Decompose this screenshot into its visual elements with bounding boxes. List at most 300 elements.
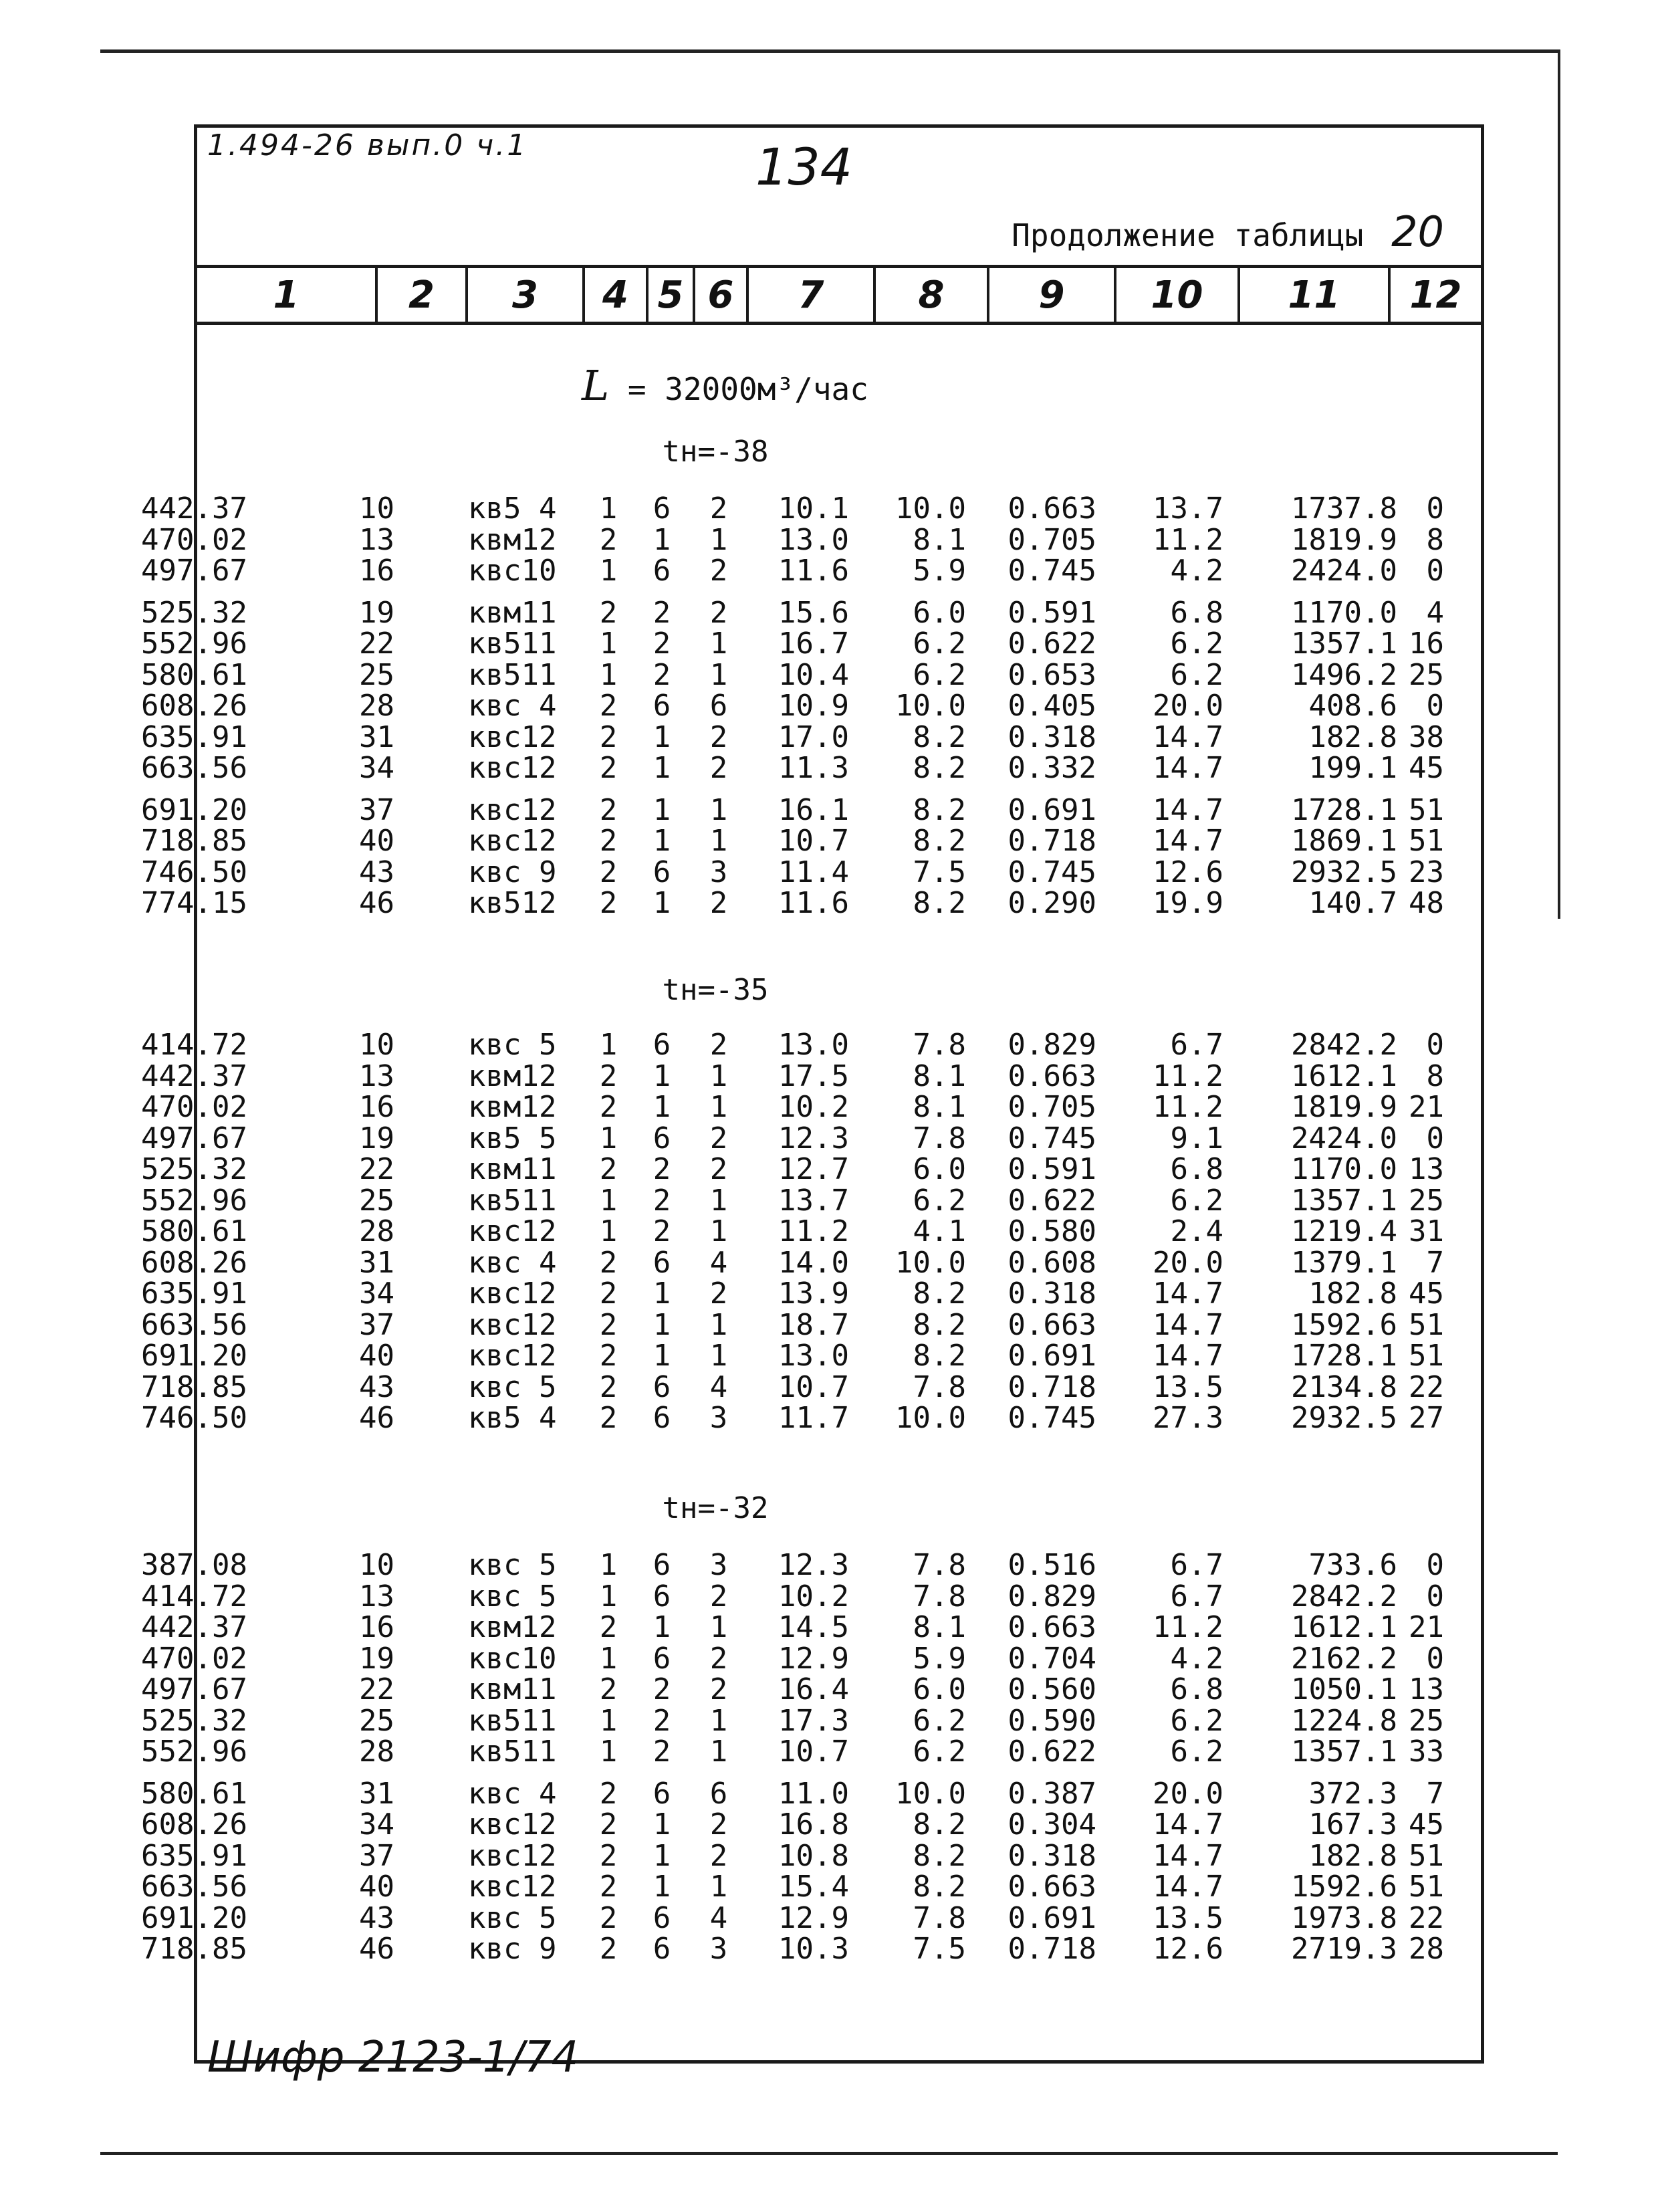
cell-col-5: 6 [653, 1776, 671, 1811]
cell-col-3: квс 5 [468, 1369, 557, 1404]
cell-col-12: 51 [1409, 792, 1444, 827]
cell-col-11: 1496.2 [1291, 657, 1397, 692]
cell-col-12: 13 [1409, 1672, 1444, 1706]
cell-col-3: квс12 [468, 751, 557, 785]
cell-col-11: 199.1 [1308, 751, 1397, 785]
cell-col-2: 31 [359, 1776, 394, 1811]
cell-col-4: 2 [599, 1401, 618, 1435]
cell-col-3: кв512 [468, 886, 557, 920]
cell-col-11: 1612.1 [1291, 1610, 1397, 1644]
cell-col-1: 691.20 [141, 1339, 247, 1373]
cell-col-11: 2932.5 [1291, 1401, 1397, 1435]
cell-col-10: 27.3 [1153, 1401, 1223, 1435]
section-title: tн=-32 [662, 1491, 769, 1525]
cell-col-6: 1 [709, 1610, 728, 1644]
cell-col-9: 0.745 [1008, 1121, 1096, 1155]
cell-col-10: 14.7 [1153, 1277, 1223, 1311]
cell-col-2: 31 [359, 1245, 394, 1280]
cell-col-4: 1 [599, 491, 618, 526]
cell-col-9: 0.387 [1008, 1776, 1096, 1811]
cell-col-4: 1 [599, 1703, 618, 1738]
table-row [0, 1809, 1658, 1840]
cell-col-9: 0.691 [1008, 792, 1096, 827]
cell-col-2: 40 [359, 1339, 394, 1373]
cell-col-1: 608.26 [141, 1807, 247, 1842]
cell-col-1: 635.91 [141, 720, 247, 754]
cell-col-1: 414.72 [141, 1579, 247, 1614]
cell-col-12: 16 [1409, 627, 1444, 661]
cell-col-2: 16 [359, 1090, 394, 1124]
cell-col-3: квс12 [468, 1307, 557, 1342]
cell-col-2: 37 [359, 1838, 394, 1873]
table-row [0, 1123, 1658, 1154]
table-continued-heading [1012, 207, 1444, 256]
page-number: 134 [755, 137, 853, 197]
cell-col-4: 2 [599, 1277, 618, 1311]
cell-col-7: 13.7 [778, 1183, 849, 1218]
section-title: tн=-38 [662, 435, 769, 469]
cell-col-4: 1 [599, 627, 618, 661]
cell-col-10: 14.7 [1153, 1307, 1223, 1342]
cell-col-12: 7 [1426, 1245, 1444, 1280]
cell-col-7: 10.4 [778, 657, 849, 692]
cell-col-6: 3 [709, 1548, 728, 1582]
table-row [0, 522, 1658, 557]
cell-col-3: квм11 [468, 1152, 557, 1186]
cell-col-9: 0.318 [1008, 1277, 1096, 1311]
cell-col-5: 2 [653, 627, 671, 661]
table-row [0, 493, 1658, 524]
cell-col-5: 2 [653, 595, 671, 630]
table-row [0, 1369, 1658, 1404]
cell-col-6: 2 [709, 1641, 728, 1676]
cell-col-5: 1 [653, 720, 671, 754]
table-row [0, 556, 1658, 586]
cell-col-2: 19 [359, 1641, 394, 1676]
cell-col-10: 11.2 [1153, 1610, 1223, 1644]
cell-col-11: 1819.9 [1291, 1090, 1397, 1124]
cell-col-11: 1612.1 [1291, 1059, 1397, 1093]
table-row [0, 1403, 1658, 1434]
cell-col-5: 6 [653, 1932, 671, 1966]
cell-col-9: 0.663 [1008, 1307, 1096, 1342]
cell-col-1: 470.02 [141, 1090, 247, 1124]
cell-col-3: квм12 [468, 1610, 557, 1644]
cell-col-4: 2 [599, 1307, 618, 1342]
table-row [0, 1641, 1658, 1676]
cell-col-10: 6.8 [1170, 1672, 1223, 1706]
cell-col-12: 21 [1409, 1090, 1444, 1124]
cell-col-5: 6 [653, 1900, 671, 1935]
cell-col-3: квс12 [468, 720, 557, 754]
cell-col-9: 0.318 [1008, 1838, 1096, 1873]
cell-col-3: квм11 [468, 1672, 557, 1706]
cell-col-7: 11.6 [778, 554, 849, 588]
cell-col-10: 6.2 [1170, 1735, 1223, 1769]
cell-col-4: 2 [599, 792, 618, 827]
cell-col-8: 8.1 [913, 522, 966, 557]
cell-col-3: кв511 [468, 1703, 557, 1738]
cell-col-6: 2 [709, 886, 728, 920]
table-row [0, 1341, 1658, 1371]
cell-col-2: 13 [359, 522, 394, 557]
cell-col-9: 0.691 [1008, 1900, 1096, 1935]
cell-col-1: 580.61 [141, 1214, 247, 1248]
cell-col-9: 0.318 [1008, 720, 1096, 754]
cell-col-7: 14.5 [778, 1610, 849, 1644]
cell-col-8: 8.2 [913, 824, 966, 858]
cell-col-8: 7.5 [913, 1932, 966, 1966]
cell-col-1: 470.02 [141, 522, 247, 557]
column-header-3: 3 [468, 268, 585, 322]
cell-col-7: 11.0 [778, 1776, 849, 1811]
cell-col-1: 663.56 [141, 751, 247, 785]
cell-col-4: 2 [599, 595, 618, 630]
cell-col-12: 0 [1426, 689, 1444, 723]
cell-col-8: 5.9 [913, 554, 966, 588]
cell-col-1: 691.20 [141, 1900, 247, 1935]
cell-col-7: 10.7 [778, 1735, 849, 1769]
cell-col-9: 0.663 [1008, 1870, 1096, 1904]
cell-col-2: 40 [359, 824, 394, 858]
cell-col-5: 2 [653, 1152, 671, 1186]
cell-col-1: 718.85 [141, 1369, 247, 1404]
cell-col-3: квм12 [468, 522, 557, 557]
table-row [0, 1612, 1658, 1643]
cell-col-2: 22 [359, 1152, 394, 1186]
cell-col-2: 16 [359, 1610, 394, 1644]
cell-col-5: 6 [653, 1401, 671, 1435]
cell-col-7: 17.3 [778, 1703, 849, 1738]
cell-col-10: 14.7 [1153, 792, 1223, 827]
table-row [0, 1216, 1658, 1247]
cell-col-7: 17.0 [778, 720, 849, 754]
cell-col-6: 1 [709, 1059, 728, 1093]
cell-col-3: квс10 [468, 1641, 557, 1676]
cell-col-8: 8.2 [913, 1807, 966, 1842]
cell-col-7: 10.7 [778, 1369, 849, 1404]
cell-col-9: 0.829 [1008, 1028, 1096, 1062]
cell-col-2: 31 [359, 720, 394, 754]
cell-col-12: 25 [1409, 657, 1444, 692]
cell-col-8: 6.0 [913, 595, 966, 630]
cell-col-9: 0.718 [1008, 824, 1096, 858]
cell-col-11: 2842.2 [1291, 1579, 1397, 1614]
table-row [0, 1550, 1658, 1581]
cell-col-10: 4.2 [1170, 1641, 1223, 1676]
cell-col-4: 2 [599, 1870, 618, 1904]
cell-col-9: 0.304 [1008, 1807, 1096, 1842]
cell-col-3: кв5 5 [468, 1121, 557, 1155]
cell-col-11: 1357.1 [1291, 1183, 1397, 1218]
cell-col-10: 14.7 [1153, 1339, 1223, 1373]
cell-col-5: 2 [653, 657, 671, 692]
table-row [0, 1934, 1658, 1965]
table-row [0, 753, 1658, 784]
cell-col-2: 22 [359, 627, 394, 661]
cell-col-10: 12.6 [1153, 855, 1223, 889]
table-row [0, 1030, 1658, 1061]
cell-col-11: 1170.0 [1291, 1152, 1397, 1186]
cell-col-9: 0.590 [1008, 1703, 1096, 1738]
cell-col-6: 1 [709, 522, 728, 557]
cell-col-3: квс12 [468, 1339, 557, 1373]
cell-col-5: 2 [653, 1703, 671, 1738]
cell-col-4: 2 [599, 1152, 618, 1186]
cell-col-11: 2134.8 [1291, 1369, 1397, 1404]
cell-col-4: 2 [599, 886, 618, 920]
table-row [0, 1154, 1658, 1185]
cell-col-6: 2 [709, 720, 728, 754]
cell-col-5: 2 [653, 1183, 671, 1218]
table-number: 20 [1391, 207, 1444, 256]
cell-col-4: 2 [599, 522, 618, 557]
cell-col-1: 718.85 [141, 1932, 247, 1966]
cell-col-5: 1 [653, 1838, 671, 1873]
cell-col-6: 1 [709, 1339, 728, 1373]
cell-col-8: 8.1 [913, 1059, 966, 1093]
table-row [0, 1183, 1658, 1218]
cell-col-5: 6 [653, 1121, 671, 1155]
cell-col-6: 1 [709, 1307, 728, 1342]
table-row [0, 888, 1658, 919]
cell-col-7: 11.6 [778, 886, 849, 920]
cell-col-4: 2 [599, 1932, 618, 1966]
cell-col-12: 51 [1409, 1339, 1444, 1373]
cell-col-5: 1 [653, 1610, 671, 1644]
cell-col-10: 4.2 [1170, 554, 1223, 588]
cell-col-11: 1737.8 [1291, 491, 1397, 526]
cell-col-2: 25 [359, 1703, 394, 1738]
cell-col-12: 27 [1409, 1401, 1444, 1435]
cell-col-8: 4.1 [913, 1214, 966, 1248]
cell-col-2: 13 [359, 1059, 394, 1093]
cell-col-2: 34 [359, 751, 394, 785]
cell-col-10: 11.2 [1153, 1090, 1223, 1124]
cell-col-10: 14.7 [1153, 720, 1223, 754]
cell-col-7: 15.4 [778, 1870, 849, 1904]
column-header-8: 8 [876, 268, 989, 322]
cell-col-4: 2 [599, 1090, 618, 1124]
cell-col-2: 46 [359, 886, 394, 920]
cell-col-10: 11.2 [1153, 1059, 1223, 1093]
table-row [0, 1307, 1658, 1342]
cell-col-9: 0.745 [1008, 554, 1096, 588]
cell-col-11: 1224.8 [1291, 1703, 1397, 1738]
cell-col-6: 6 [709, 689, 728, 723]
cell-col-6: 1 [709, 1703, 728, 1738]
cell-col-5: 6 [653, 855, 671, 889]
cell-col-8: 8.1 [913, 1090, 966, 1124]
cell-col-9: 0.580 [1008, 1214, 1096, 1248]
cell-col-10: 13.5 [1153, 1900, 1223, 1935]
cell-col-9: 0.591 [1008, 595, 1096, 630]
cell-col-1: 552.96 [141, 627, 247, 661]
cell-col-2: 19 [359, 1121, 394, 1155]
cell-col-8: 10.0 [895, 1776, 966, 1811]
cell-col-10: 6.7 [1170, 1028, 1223, 1062]
cell-col-7: 11.3 [778, 751, 849, 785]
cell-col-3: кв511 [468, 1735, 557, 1769]
cell-col-11: 1973.8 [1291, 1900, 1397, 1935]
table-row [0, 1245, 1658, 1280]
cell-col-2: 10 [359, 1028, 394, 1062]
cell-col-10: 6.7 [1170, 1579, 1223, 1614]
cell-col-6: 1 [709, 627, 728, 661]
cell-col-8: 8.2 [913, 1870, 966, 1904]
cell-col-2: 43 [359, 855, 394, 889]
cell-col-7: 10.3 [778, 1932, 849, 1966]
cell-col-8: 6.2 [913, 1703, 966, 1738]
table-row [0, 691, 1658, 722]
cell-col-10: 11.2 [1153, 522, 1223, 557]
cell-col-3: квс 5 [468, 1900, 557, 1935]
cell-col-8: 5.9 [913, 1641, 966, 1676]
cell-col-12: 0 [1426, 1028, 1444, 1062]
cell-col-1: 746.50 [141, 1401, 247, 1435]
cell-col-3: квс12 [468, 792, 557, 827]
cell-col-4: 1 [599, 554, 618, 588]
cell-col-1: 525.32 [141, 595, 247, 630]
cell-col-8: 7.8 [913, 1028, 966, 1062]
column-header-4: 4 [585, 268, 648, 322]
cell-col-3: квс 4 [468, 689, 557, 723]
cell-col-5: 1 [653, 1870, 671, 1904]
cell-col-2: 46 [359, 1401, 394, 1435]
cell-col-10: 14.7 [1153, 1870, 1223, 1904]
cell-col-8: 6.2 [913, 1735, 966, 1769]
cell-col-1: 525.32 [141, 1152, 247, 1186]
cell-col-4: 1 [599, 1641, 618, 1676]
cell-col-3: квм12 [468, 1090, 557, 1124]
table-row [0, 1872, 1658, 1902]
cell-col-7: 10.9 [778, 689, 849, 723]
cell-col-7: 10.2 [778, 1090, 849, 1124]
cell-col-11: 182.8 [1308, 1277, 1397, 1311]
cell-col-12: 28 [1409, 1932, 1444, 1966]
cell-col-12: 25 [1409, 1183, 1444, 1218]
cell-col-12: 51 [1409, 1870, 1444, 1904]
cell-col-3: квс 5 [468, 1028, 557, 1062]
cell-col-8: 8.1 [913, 1610, 966, 1644]
cell-col-4: 2 [599, 824, 618, 858]
cell-col-2: 46 [359, 1932, 394, 1966]
cell-col-5: 6 [653, 1028, 671, 1062]
cell-col-8: 6.2 [913, 627, 966, 661]
cell-col-5: 6 [653, 1548, 671, 1582]
cell-col-7: 13.0 [778, 1028, 849, 1062]
cell-col-3: квс12 [468, 1807, 557, 1842]
cell-col-10: 6.8 [1170, 1152, 1223, 1186]
cell-col-1: 635.91 [141, 1277, 247, 1311]
cell-col-9: 0.622 [1008, 1183, 1096, 1218]
cell-col-8: 10.0 [895, 491, 966, 526]
cell-col-11: 1819.9 [1291, 522, 1397, 557]
cell-col-8: 6.0 [913, 1152, 966, 1186]
cell-col-6: 4 [709, 1900, 728, 1935]
cell-col-1: 691.20 [141, 792, 247, 827]
cell-col-11: 1379.1 [1291, 1245, 1397, 1280]
cell-col-8: 8.2 [913, 1339, 966, 1373]
cell-col-2: 10 [359, 491, 394, 526]
cell-col-12: 0 [1426, 554, 1444, 588]
cell-col-4: 2 [599, 1339, 618, 1373]
cell-col-5: 2 [653, 1735, 671, 1769]
cell-col-6: 6 [709, 1776, 728, 1811]
cell-col-12: 23 [1409, 855, 1444, 889]
cell-col-2: 19 [359, 595, 394, 630]
cell-col-7: 13.9 [778, 1277, 849, 1311]
table-row [0, 629, 1658, 659]
cell-col-6: 3 [709, 855, 728, 889]
cell-col-7: 16.7 [778, 627, 849, 661]
cell-col-10: 20.0 [1153, 1776, 1223, 1811]
cell-col-5: 6 [653, 1579, 671, 1614]
cell-col-2: 25 [359, 1183, 394, 1218]
cell-col-11: 182.8 [1308, 720, 1397, 754]
cell-col-9: 0.622 [1008, 627, 1096, 661]
table-row [0, 595, 1658, 630]
cell-col-12: 45 [1409, 1277, 1444, 1311]
cell-col-1: 525.32 [141, 1703, 247, 1738]
cell-col-1: 414.72 [141, 1028, 247, 1062]
cell-col-1: 497.67 [141, 554, 247, 588]
cell-col-3: кв511 [468, 627, 557, 661]
cell-col-5: 2 [653, 1672, 671, 1706]
column-header-1: 1 [197, 268, 378, 322]
cell-col-12: 13 [1409, 1152, 1444, 1186]
cell-col-12: 48 [1409, 886, 1444, 920]
cell-col-6: 2 [709, 1028, 728, 1062]
cell-col-3: квс 9 [468, 855, 557, 889]
cell-col-6: 1 [709, 1870, 728, 1904]
cell-col-1: 442.37 [141, 491, 247, 526]
cell-col-4: 1 [599, 1121, 618, 1155]
cell-col-7: 13.0 [778, 522, 849, 557]
cell-col-10: 9.1 [1170, 1121, 1223, 1155]
cell-col-2: 43 [359, 1369, 394, 1404]
cell-col-1: 608.26 [141, 1245, 247, 1280]
cell-col-10: 2.4 [1170, 1214, 1223, 1248]
cell-col-5: 6 [653, 1245, 671, 1280]
cell-col-3: квс 5 [468, 1579, 557, 1614]
cell-col-10: 6.7 [1170, 1548, 1223, 1582]
cell-col-10: 14.7 [1153, 824, 1223, 858]
cell-col-6: 1 [709, 824, 728, 858]
column-header-10: 10 [1116, 268, 1240, 322]
cell-col-8: 7.5 [913, 855, 966, 889]
table-row [0, 1581, 1658, 1612]
cell-col-9: 0.718 [1008, 1369, 1096, 1404]
cell-col-4: 1 [599, 1214, 618, 1248]
cell-col-6: 2 [709, 491, 728, 526]
cell-col-6: 1 [709, 1214, 728, 1248]
table-row [0, 1900, 1658, 1935]
cell-col-1: 442.37 [141, 1610, 247, 1644]
cell-col-7: 17.5 [778, 1059, 849, 1093]
cell-col-3: квс12 [468, 1277, 557, 1311]
cell-col-9: 0.705 [1008, 1090, 1096, 1124]
cell-col-9: 0.691 [1008, 1339, 1096, 1373]
cell-col-2: 40 [359, 1870, 394, 1904]
column-header-9: 9 [989, 268, 1116, 322]
cell-col-6: 1 [709, 657, 728, 692]
cell-col-5: 1 [653, 886, 671, 920]
cell-col-11: 1357.1 [1291, 627, 1397, 661]
cell-col-2: 28 [359, 1214, 394, 1248]
cell-col-9: 0.745 [1008, 1401, 1096, 1435]
cell-col-11: 1170.0 [1291, 595, 1397, 630]
